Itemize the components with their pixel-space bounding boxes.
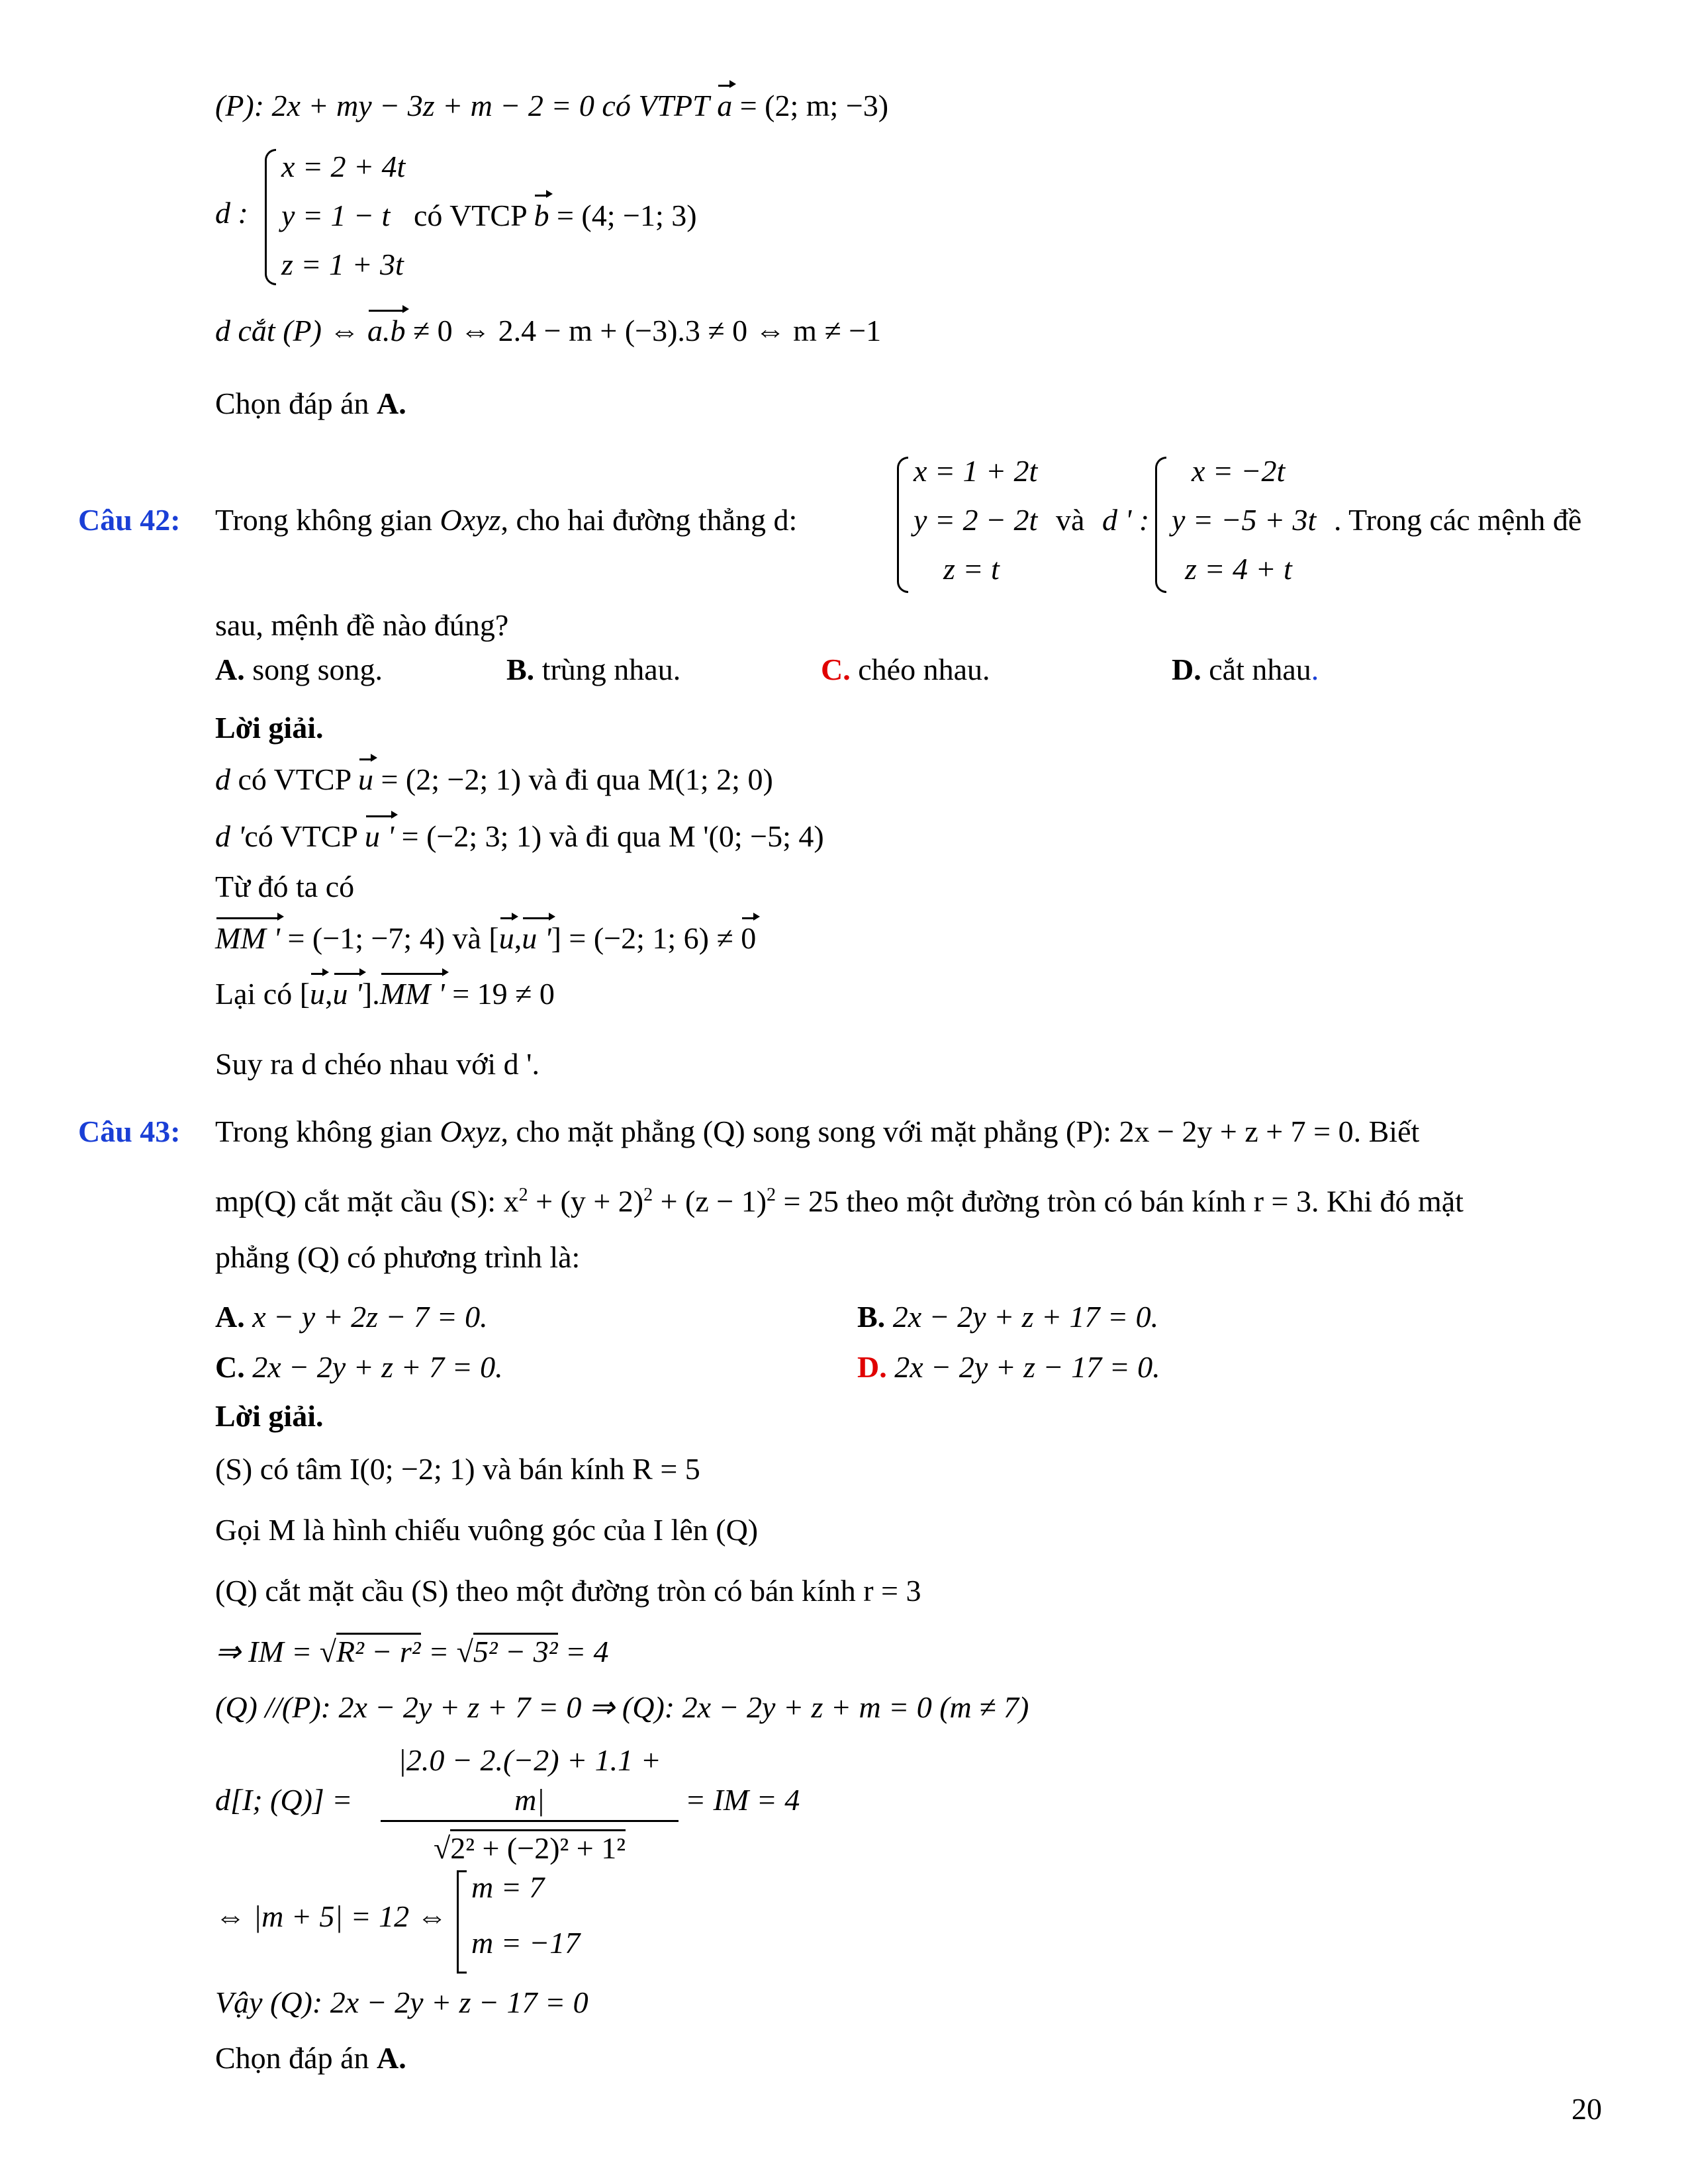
- q43-sol-line-1: (S) có tâm I(0; −2; 1) và bán kính R = 5: [215, 1452, 700, 1486]
- q42-sol-line-1: [215, 760, 773, 799]
- q43-sol-line-7: ⇔ |m + 5| = 12 ⇔: [215, 1899, 447, 1933]
- q43-s4-c: = √: [420, 1635, 473, 1668]
- q43-s4-radicand-2: 5² − 3²: [473, 1633, 558, 1668]
- q43-opt-b-label: B.: [857, 1300, 886, 1334]
- q42-opt-b: trùng nhau.: [534, 653, 681, 686]
- q42-option-c: [821, 650, 990, 690]
- line-d-eq-z: z = 1 + 3t: [281, 248, 404, 281]
- q42-text-2: , cho hai đường thẳng d:: [500, 503, 798, 537]
- q42-line-dprime-brace: [1155, 457, 1166, 593]
- q43-s4-a: ⇒ IM = √: [215, 1635, 336, 1668]
- q43-case-1: m = 7: [471, 1870, 545, 1904]
- q42-s1-d: d: [215, 762, 230, 796]
- question-42-label: Câu 42:: [78, 503, 181, 537]
- line-d-vtcp: [414, 196, 697, 236]
- q42-dprime-z: z = 4 + t: [1185, 552, 1292, 586]
- q43-bracket: [457, 1870, 467, 1974]
- q42-s5-comma: ,: [325, 977, 333, 1011]
- q43-answer-prefix: Chọn đáp án: [215, 2041, 377, 2075]
- answer-choice: A.: [377, 387, 406, 420]
- q43-opt-c-label: C.: [215, 1350, 245, 1384]
- vector-a-value: = (2; m; −3): [739, 89, 889, 122]
- q42-opt-b-label: B.: [506, 653, 535, 686]
- q42-opt-d-label: D.: [1172, 653, 1201, 686]
- page-number: 20: [1571, 2092, 1602, 2126]
- q43-opt-d-label: D.: [857, 1350, 887, 1384]
- q43-opt-d: 2x − 2y + z − 17 = 0.: [886, 1350, 1160, 1384]
- q43-denominator-radicand: 2² + (−2)² + 1²: [450, 1829, 626, 1865]
- answer-prefix: Chọn đáp án: [215, 387, 377, 420]
- q42-s4-comma: ,: [514, 921, 522, 955]
- q42-opt-c: chéo nhau.: [850, 653, 990, 686]
- plane-p-line: [215, 86, 888, 126]
- q42-s4-result: ] = (−2; 1; 6) ≠: [551, 921, 733, 955]
- q42-sol-line-4: [215, 919, 756, 958]
- q43-stem-line-3: phẳng (Q) có phương trình là:: [215, 1240, 581, 1274]
- q43-sol-line-4: [215, 1632, 609, 1672]
- q42-s4-u-prime: u ': [522, 919, 551, 958]
- vector-u-prime: u ': [365, 817, 394, 856]
- q43-l2-a: mp(Q) cắt mặt cầu (S): x: [215, 1184, 519, 1218]
- q42-dprime-label: d ' :: [1102, 503, 1150, 537]
- vector-b-value: = (4; −1; 3): [556, 199, 697, 232]
- q42-and: và: [1056, 503, 1085, 537]
- q42-oxyz: Oxyz: [440, 503, 501, 537]
- q43-l2-d: = 25 theo một đường tròn có bán kính r = 3. Khi đó mặt: [776, 1184, 1464, 1218]
- q42-opt-d: cắt nhau: [1201, 653, 1311, 686]
- vector-mm-prime: MM ': [215, 919, 280, 958]
- q43-sol-conclusion: Vậy (Q): 2x − 2y + z − 17 = 0: [215, 1985, 588, 2019]
- q42-s5-mm: MM ': [380, 974, 445, 1014]
- q42-s1-text: có VTCP: [230, 762, 358, 796]
- vector-b: b: [534, 196, 549, 236]
- q42-option-d: [1172, 650, 1319, 690]
- q43-sq-1: 2: [518, 1185, 528, 1205]
- q42-s5-u-prime: u ': [333, 974, 362, 1014]
- q43-sq-3: 2: [767, 1185, 776, 1205]
- q42-sol-line-6: Suy ra d chéo nhau với d '.: [215, 1047, 539, 1081]
- q43-answer-line: [215, 2038, 406, 2078]
- zero-vector: 0: [741, 919, 756, 958]
- q42-option-b: [506, 650, 680, 690]
- line-d-eq-x: x = 2 + 4t: [281, 150, 406, 183]
- q43-answer-choice: A.: [377, 2041, 406, 2075]
- q42-sol-line-5: [215, 974, 555, 1014]
- q42-opt-a-label: A.: [215, 653, 245, 686]
- q43-distance-fraction: [381, 1741, 679, 1870]
- q42-s2-value: = (−2; 3; 1) và đi qua M '(0; −5; 4): [394, 819, 824, 853]
- q42-text-1: Trong không gian: [215, 503, 440, 537]
- q43-option-c: [215, 1347, 503, 1387]
- question-42-stem: [215, 500, 797, 540]
- q42-d-y: y = 2 − 2t: [914, 503, 1038, 537]
- q42-s2-dprime: d ': [215, 819, 245, 853]
- q43-sq-2: 2: [643, 1185, 653, 1205]
- q42-dprime-y: y = −5 + 3t: [1172, 503, 1317, 537]
- q42-d-x: x = 1 + 2t: [914, 454, 1038, 488]
- q42-text-3: . Trong các mệnh đề: [1334, 503, 1582, 537]
- q43-solution-heading: Lời giải.: [215, 1399, 324, 1433]
- q43-l1-rest: , cho mặt phẳng (Q) song song với mặt phẳng (P): 2x − 2y + z + 7 = 0. Biết: [500, 1115, 1420, 1148]
- q42-text-4: sau, mệnh đề nào đúng?: [215, 608, 509, 642]
- dot-product-ab: a.b: [367, 311, 406, 351]
- q43-distance-rhs: = IM = 4: [685, 1783, 800, 1817]
- q43-l2-b: + (y + 2): [528, 1184, 644, 1218]
- q43-case-2: m = −17: [471, 1926, 581, 1960]
- q42-options: [215, 650, 383, 690]
- q42-solution-heading: Lời giải.: [215, 711, 324, 745]
- q42-opt-a: song song.: [244, 653, 383, 686]
- q42-s5-result: = 19 ≠ 0: [444, 977, 555, 1011]
- q43-option-a: [215, 1297, 488, 1337]
- question-43-label: Câu 43:: [78, 1115, 181, 1148]
- plane-p-equation: (P): 2x + my − 3z + m − 2 = 0 có VTPT: [215, 89, 710, 122]
- q43-distance-lhs: d[I; (Q)] =: [215, 1783, 353, 1817]
- q42-s5-text: Lại có [: [215, 977, 310, 1011]
- q42-dprime-x: x = −2t: [1192, 454, 1286, 488]
- q42-s5-u: u: [310, 974, 325, 1014]
- q42-opt-c-label: C.: [821, 653, 851, 686]
- q43-opt-b: 2x − 2y + z + 17 = 0.: [885, 1300, 1159, 1334]
- q42-s5-bracket: ].: [361, 977, 380, 1011]
- q43-oxyz: Oxyz: [440, 1115, 501, 1148]
- answer-line-top: [215, 384, 406, 424]
- intersection-condition: [215, 311, 881, 351]
- q43-option-d: [857, 1347, 1160, 1387]
- line-d-eq-y: y = 1 − t: [281, 199, 391, 232]
- q43-stem-line-1: [215, 1112, 1419, 1152]
- q42-opt-d-dot: .: [1311, 653, 1319, 686]
- q43-opt-c: 2x − 2y + z + 7 = 0.: [244, 1350, 503, 1384]
- q43-l1-text: Trong không gian: [215, 1115, 440, 1148]
- q43-stem-line-2: [215, 1175, 1464, 1221]
- q42-sol-line-3: Từ đó ta có: [215, 870, 355, 903]
- q43-l2-c: + (z − 1): [653, 1184, 767, 1218]
- q43-fraction-denominator: √2² + (−2)² + 1²: [381, 1822, 679, 1870]
- q42-s2-text: có VTCP: [244, 819, 365, 853]
- q43-s4-radicand-1: R² − r²: [336, 1633, 421, 1668]
- q43-sol-line-3: (Q) cắt mặt cầu (S) theo một đường tròn có bán kính r = 3: [215, 1574, 921, 1608]
- q42-sol-line-2: [215, 817, 824, 856]
- q42-s4-text: = (−1; −7; 4) và [: [279, 921, 499, 955]
- q43-fraction-numerator: |2.0 − 2.(−2) + 1.1 + m|: [381, 1741, 679, 1822]
- q43-opt-a: x − y + 2z − 7 = 0.: [244, 1300, 488, 1334]
- vtcp-label: có VTCP: [414, 199, 526, 232]
- line-d-brace: [265, 149, 276, 285]
- line-d-label: d :: [215, 196, 248, 230]
- condition-rhs: ≠ 0 ⇔ 2.4 − m + (−3).3 ≠ 0 ⇔ m ≠ −1: [412, 314, 882, 347]
- q42-line-d-brace: [897, 457, 908, 593]
- vector-u: u: [358, 760, 373, 799]
- q42-d-z: z = t: [943, 552, 1000, 586]
- q43-sol-line-2: Gọi M là hình chiếu vuông góc của I lên (Q): [215, 1513, 759, 1547]
- q42-s4-u: u: [499, 919, 514, 958]
- vector-a: a: [717, 86, 732, 126]
- q42-s1-value: = (2; −2; 1) và đi qua M(1; 2; 0): [373, 762, 773, 796]
- q43-opt-a-label: A.: [215, 1300, 245, 1334]
- q43-option-b: [857, 1297, 1158, 1337]
- q43-sol-line-5: (Q) //(P): 2x − 2y + z + 7 = 0 ⇒ (Q): 2x − 2y + z + m = 0 (m ≠ 7): [215, 1690, 1029, 1724]
- condition-lhs: d cắt (P) ⇔: [215, 314, 360, 347]
- q43-s4-e: = 4: [557, 1635, 609, 1668]
